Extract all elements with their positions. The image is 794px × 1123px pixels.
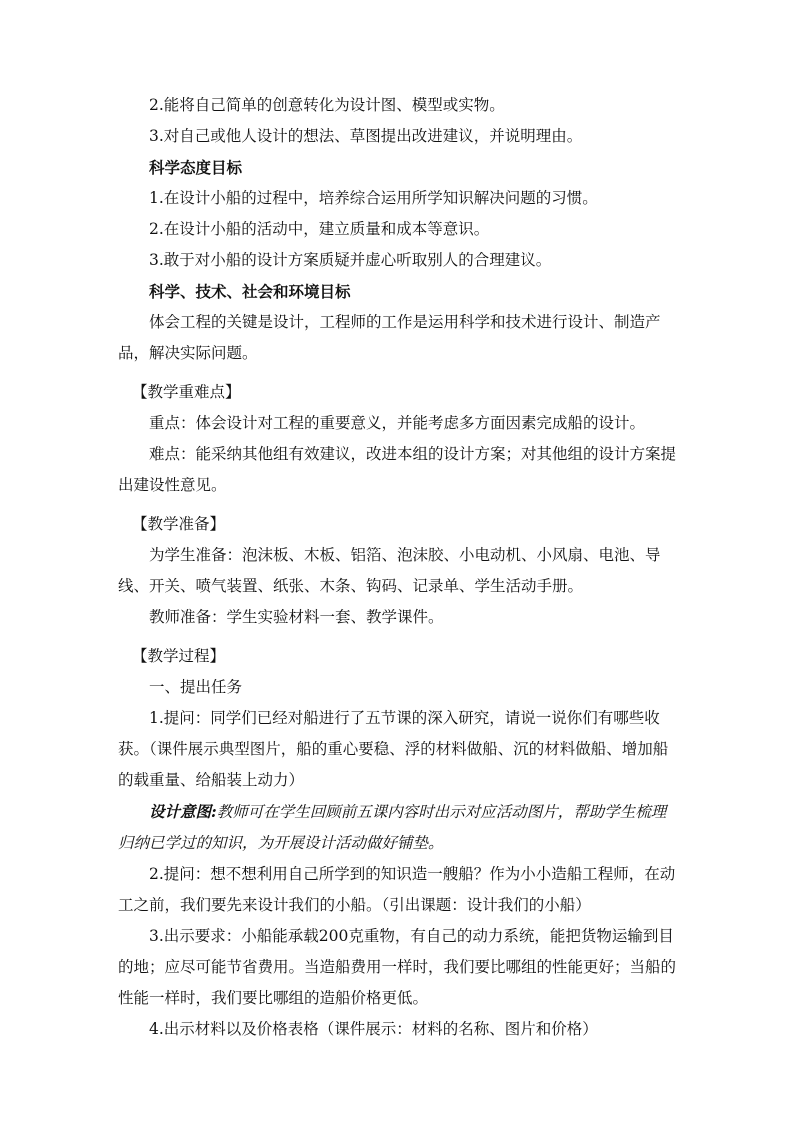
body-paragraph: 4.出示材料以及价格表格（课件展示：材料的名称、图片和价格）: [149, 1020, 598, 1038]
section-heading: 科学、技术、社会和环境目标: [149, 282, 351, 301]
body-paragraph: 3.出示要求：小船能承载200克重物，有自己的动力系统，能把货物运输到目的地；应尽可能节省费用。当造船费用一样时，我们要比哪组的性能更好；当船的性能一样时，我们要比哪组的造船价格更低。: [118, 927, 677, 1007]
body-paragraph: 2.提问：想不想利用自己所学到的知识造一艘船？作为小小造船工程师，在动工之前，我们要先来设计我们的小船。（引出课题：设计我们的小船）: [118, 865, 676, 914]
document-body-upper: [118, 90, 678, 796]
design-intent-text: 教师可在学生回顾前五课内容时出示对应活动图片，帮助学生梳理归纳已学过的知识，为开展设计活动做好铺垫。: [118, 803, 667, 852]
body-paragraph: 体会工程的关键是设计，工程师的工作是运用科学和技术进行设计、制造产品，解决实际问题。: [118, 313, 661, 362]
section-title: 【教学重难点】: [132, 383, 241, 401]
body-paragraph: 教师准备：学生实验材料一套、教学课件。: [149, 608, 444, 626]
section-title: 【教学准备】: [132, 515, 226, 533]
design-intent-label: 设计意图:: [149, 802, 217, 821]
body-paragraph: 一、提出任务: [149, 678, 243, 696]
document-body-lower: [118, 859, 678, 1045]
design-intent-paragraph: [118, 796, 678, 859]
body-paragraph: 1.提问：同学们已经对船进行了五节课的深入研究，请说一说你们有哪些收获。（课件展示典型图片，船的重心要稳、浮的材料做船、沉的材料做船、增加船的载重量、给船装上动力）: [118, 709, 669, 789]
body-paragraph: 1.在设计小船的过程中，培养综合运用所学知识解决问题的习惯。: [149, 189, 598, 207]
body-paragraph: 3.敢于对小船的设计方案质疑并虚心听取别人的合理建议。: [149, 251, 552, 269]
section-heading: 科学态度目标: [149, 158, 243, 177]
body-paragraph: 为学生准备：泡沫板、木板、铝箔、泡沫胶、小电动机、小风扇、电池、导线、开关、喷气装置、纸张、木条、钩码、记录单、学生活动手册。: [118, 546, 661, 595]
body-paragraph: 重点：体会设计对工程的重要意义，并能考虑多方面因素完成船的设计。: [149, 414, 646, 432]
body-paragraph: 3.对自己或他人设计的想法、草图提出改进建议，并说明理由。: [149, 127, 583, 145]
body-paragraph: 难点：能采纳其他组有效建议，改进本组的设计方案；对其他组的设计方案提出建设性意见。: [118, 445, 677, 494]
body-paragraph: 2.能将自己简单的创意转化为设计图、模型或实物。: [149, 96, 505, 114]
body-paragraph: 2.在设计小船的活动中，建立质量和成本等意识。: [149, 220, 490, 238]
section-title: 【教学过程】: [132, 647, 226, 665]
document-page: [118, 90, 678, 1045]
